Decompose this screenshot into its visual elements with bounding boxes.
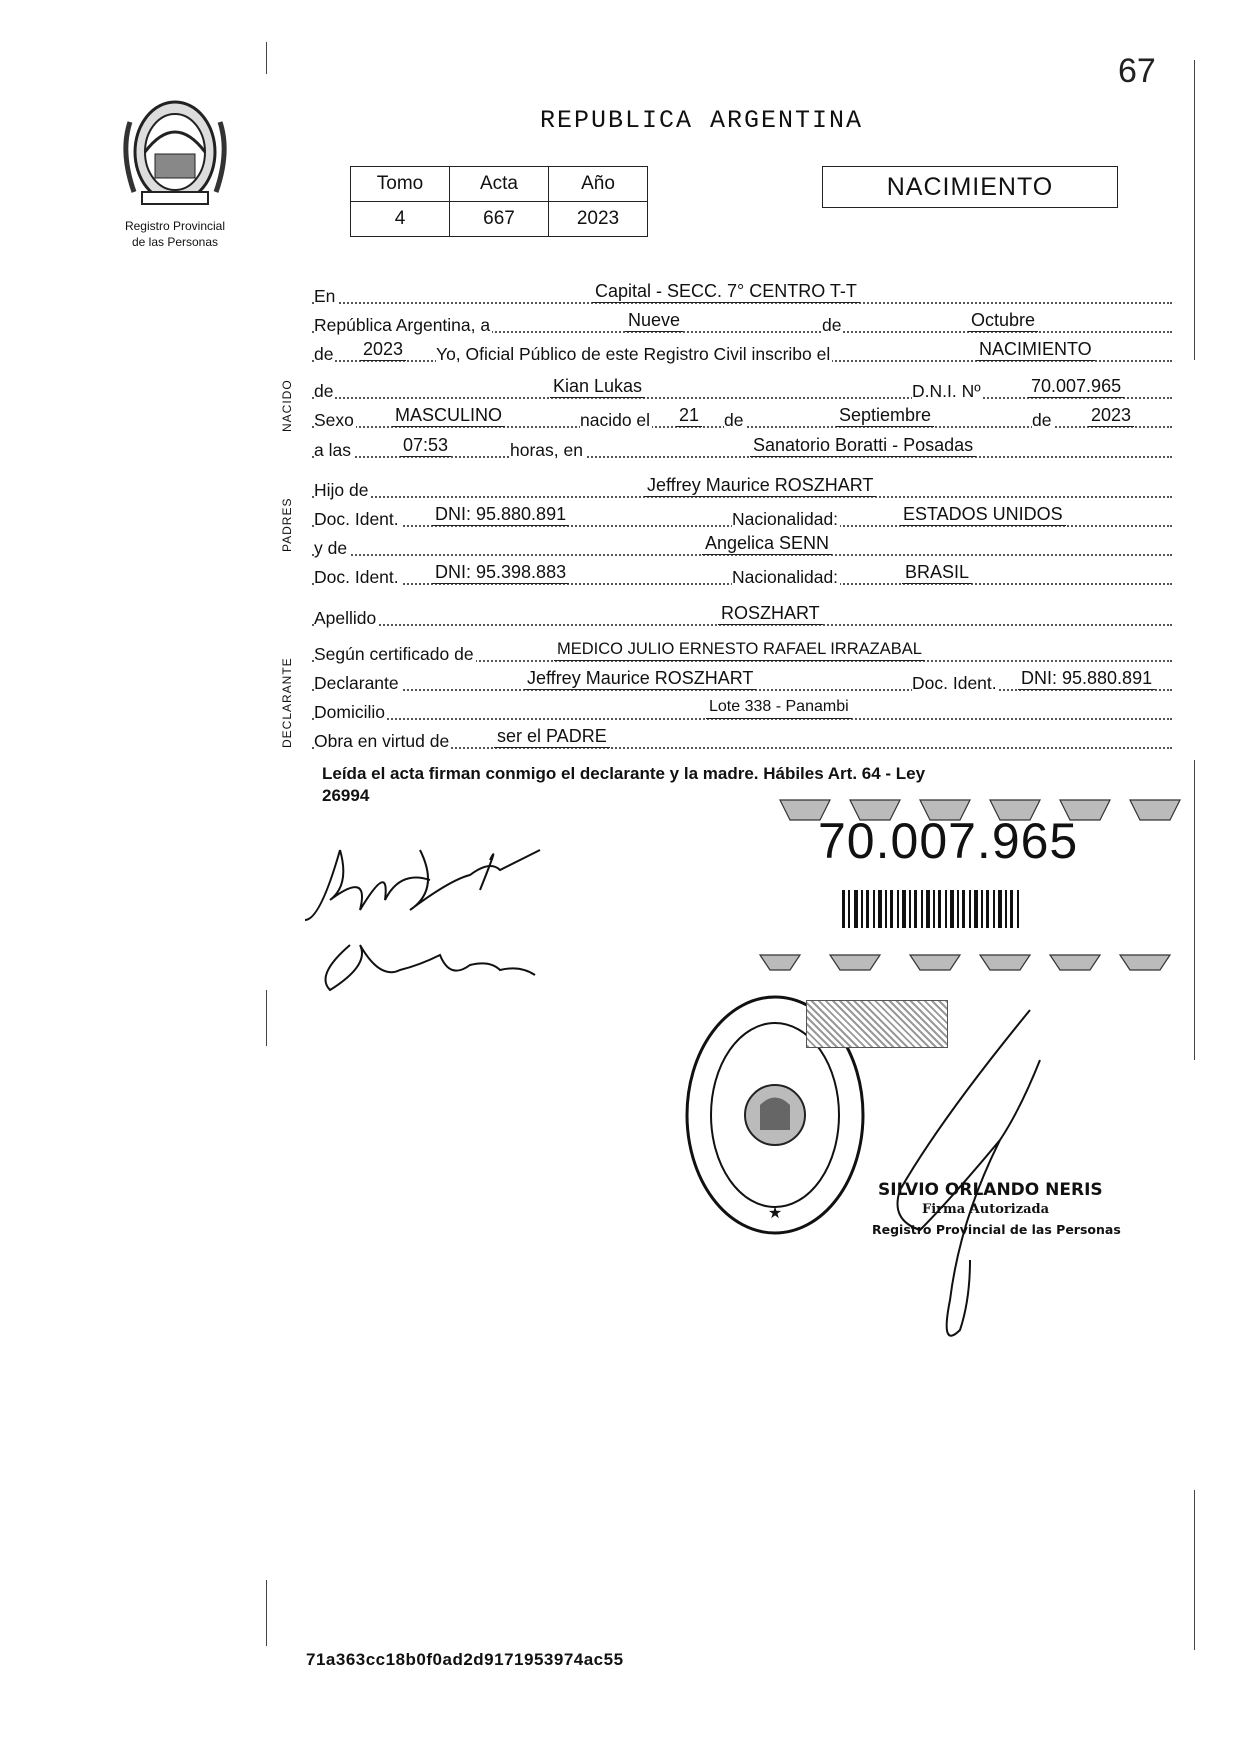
nac-mes-value: Septiembre <box>836 404 934 427</box>
row-padre <box>312 476 1172 504</box>
row-domicilio <box>312 698 1172 726</box>
horas-label: horas, en <box>510 440 583 460</box>
dia-texto-value: Nueve <box>625 309 683 332</box>
madre-value: Angelica SENN <box>702 532 832 555</box>
row-declarante <box>312 669 1172 697</box>
madre-doc-value: DNI: 95.398.883 <box>432 561 569 584</box>
lugar-value: Capital - SECC. 7° CENTRO T-T <box>592 280 860 303</box>
madre-signature-icon <box>310 935 550 1005</box>
row-obra <box>312 727 1172 755</box>
official-name: SILVIO ORLANDO NERIS <box>878 1180 1103 1200</box>
provincial-registry-logo <box>110 92 240 249</box>
row-nombre <box>312 377 1172 405</box>
de5-label: de <box>1032 410 1052 430</box>
de4-label: de <box>724 410 744 430</box>
row-sexo <box>312 406 1172 434</box>
margin-line <box>266 42 267 74</box>
register-table <box>350 166 648 237</box>
row-inscripcion <box>312 340 1172 368</box>
register-value-row <box>351 202 648 237</box>
nac-anio-value: 2023 <box>1088 404 1134 427</box>
closing-line2: 26994 <box>322 786 370 805</box>
doc2-label: Doc. Ident. <box>314 567 399 587</box>
de-label: de <box>822 315 842 335</box>
row-madre <box>312 534 1172 562</box>
padre-nac-value: ESTADOS UNIDOS <box>900 503 1066 526</box>
sexo-value: MASCULINO <box>392 404 505 427</box>
declarante-doc-value: DNI: 95.880.891 <box>1018 667 1155 690</box>
republica-label: República Argentina, a <box>314 315 491 335</box>
nac2-label: Nacionalidad: <box>732 567 839 587</box>
domicilio-value: Lote 338 - Panambi <box>706 696 852 719</box>
declarante-value: Jeffrey Maurice ROSZHART <box>524 667 756 690</box>
padre-doc-value: DNI: 95.880.891 <box>432 503 569 526</box>
inscripcion-value: NACIMIENTO <box>976 338 1095 361</box>
closing-line1: Leída el acta firman conmigo el declarante y la madre. Hábiles Art. 64 - Ley <box>322 764 926 783</box>
obra-label: Obra en virtud de <box>314 731 450 751</box>
document-hash: 71a363cc18b0f0ad2d9171953974ac55 <box>306 1650 624 1669</box>
domicilio-label: Domicilio <box>314 702 385 722</box>
dni-stamp-number: 70.007.965 <box>818 813 1079 869</box>
obra-value: ser el PADRE <box>494 725 610 748</box>
nacido-label: nacido el <box>580 410 651 430</box>
yde-label: y de <box>314 538 348 558</box>
row-madre-doc <box>312 563 1172 591</box>
dni-label: D.N.I. Nº <box>912 381 981 401</box>
side-label-padres: PADRES <box>280 497 294 552</box>
padre-value: Jeffrey Maurice ROSZHART <box>644 474 876 497</box>
logo-caption-line1: Registro Provincial <box>124 219 226 233</box>
certificado-label: Según certificado de <box>314 644 474 664</box>
margin-line <box>266 1580 267 1646</box>
dni-value: 70.007.965 <box>1028 375 1124 398</box>
misiones-coat-of-arms-icon <box>120 92 230 212</box>
nombre-value: Kian Lukas <box>550 375 645 398</box>
hora-value: 07:53 <box>400 434 451 457</box>
certificado-value: MEDICO JULIO ERNESTO RAFAEL IRRAZABAL <box>554 638 925 661</box>
svg-text:★: ★ <box>767 1203 783 1222</box>
anio-value: 2023 <box>549 202 648 237</box>
page-number: 67 <box>1118 52 1156 90</box>
row-hora <box>312 436 1172 464</box>
lugar-nac-value: Sanatorio Boratti - Posadas <box>750 434 976 457</box>
side-label-declarante: DECLARANTE <box>280 657 294 748</box>
right-margin-line <box>1194 760 1195 1060</box>
anio-header: Año <box>549 167 648 202</box>
de3-label: de <box>314 381 334 401</box>
en-label: En <box>314 286 336 306</box>
oficial-label: Yo, Oficial Público de este Registro Civil inscribo el <box>436 344 831 364</box>
row-lugar <box>312 282 1172 310</box>
row-certificado <box>312 640 1172 668</box>
row-padre-doc <box>312 505 1172 533</box>
tomo-value: 4 <box>351 202 450 237</box>
right-margin-line <box>1194 60 1195 360</box>
declarante-signature-icon <box>300 830 580 930</box>
mes-value: Octubre <box>968 309 1038 332</box>
nac1-label: Nacionalidad: <box>732 509 839 529</box>
declarante-label: Declarante <box>314 673 399 693</box>
hijo-label: Hijo de <box>314 480 369 500</box>
official-org: Registro Provincial de las Personas <box>872 1222 1121 1237</box>
register-header-row <box>351 167 648 202</box>
apellido-label: Apellido <box>314 608 377 628</box>
acta-value: 667 <box>450 202 549 237</box>
document-type-box: NACIMIENTO <box>822 166 1118 208</box>
doc3-label: Doc. Ident. <box>912 673 997 693</box>
tomo-header: Tomo <box>351 167 450 202</box>
margin-line <box>266 990 267 1046</box>
de2-label: de <box>314 344 334 364</box>
nac-dia-value: 21 <box>676 404 702 427</box>
official-role: Firma Autorizada <box>922 1202 1050 1217</box>
acta-header: Acta <box>450 167 549 202</box>
right-margin-line <box>1194 1490 1195 1650</box>
sexo-label: Sexo <box>314 410 354 430</box>
row-fecha <box>312 311 1172 339</box>
doc1-label: Doc. Ident. <box>314 509 399 529</box>
madre-nac-value: BRASIL <box>902 561 972 584</box>
apellido-value: ROSZHART <box>718 602 823 625</box>
anio-value: 2023 <box>360 338 406 361</box>
row-apellido <box>312 604 1172 632</box>
side-label-nacido: NACIDO <box>280 379 294 432</box>
country-title: REPUBLICA ARGENTINA <box>540 106 864 135</box>
alas-label: a las <box>314 440 351 460</box>
logo-caption-line2: de las Personas <box>131 235 219 249</box>
